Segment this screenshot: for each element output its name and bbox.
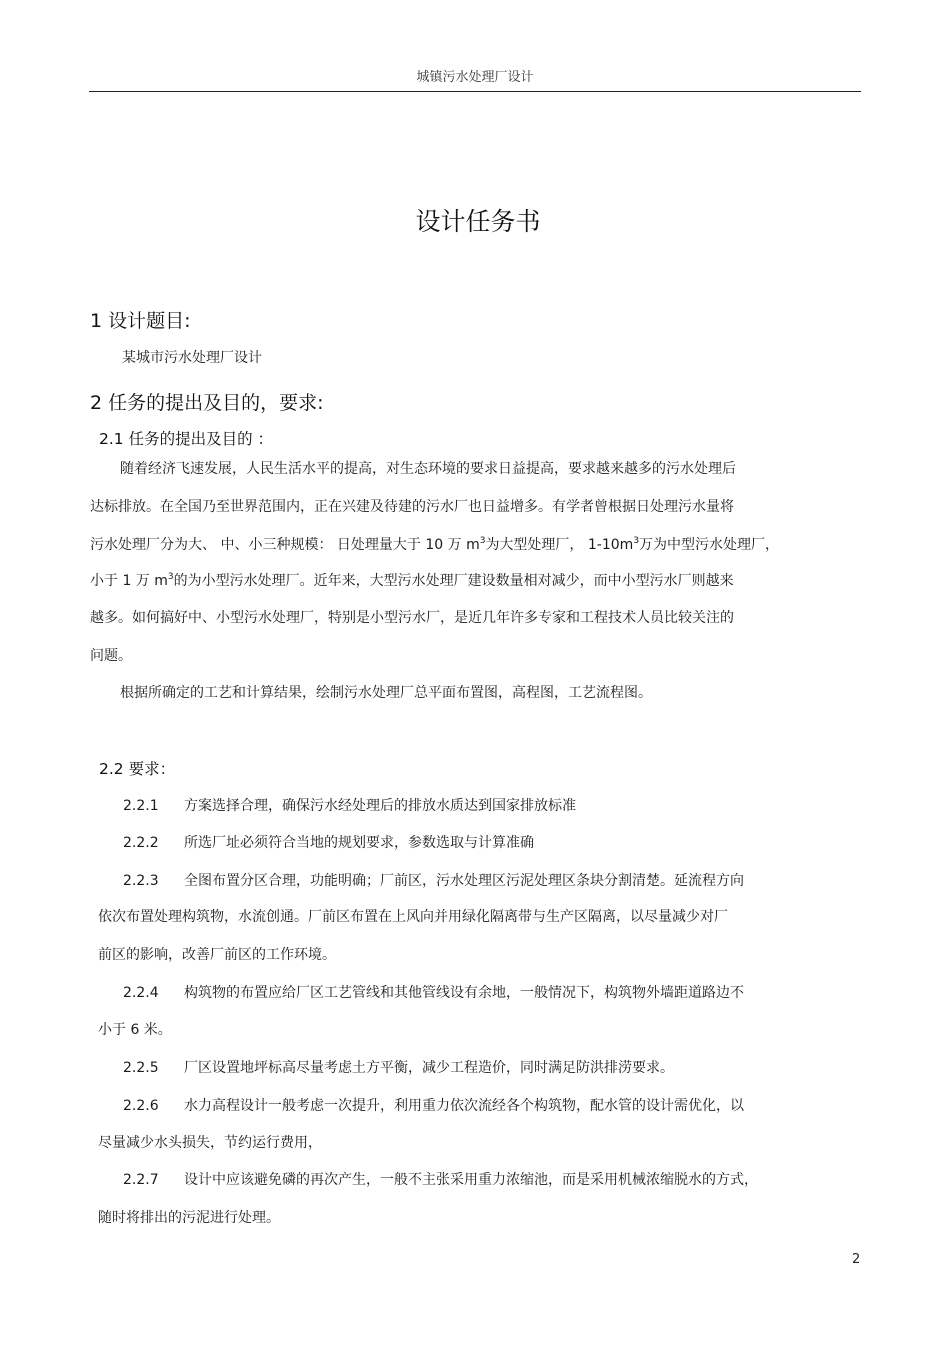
- item-number: 2.2.7: [123, 1172, 159, 1188]
- item-text: 水力高程设计一般考虑一次提升，利用重力依次流经各个构筑物，配水管的设计需优化，以: [184, 1098, 744, 1114]
- requirement-continuation: 前区的影响，改善厂前区的工作环境。: [98, 947, 336, 963]
- section-1-body: 某城市污水处理厂设计: [122, 350, 262, 366]
- superscript: 3: [167, 572, 174, 582]
- requirement-continuation: 尽量减少水头损失，节约运行费用，: [98, 1135, 322, 1151]
- requirement-item: [123, 1169, 758, 1189]
- item-number: 2.2.3: [123, 873, 159, 889]
- paragraph-line: [90, 570, 734, 590]
- item-text: 构筑物的布置应给厂区工艺管线和其他管线设有余地，一般情况下，构筑物外墙距道路边不: [184, 985, 744, 1001]
- line-segment: 的为小型污水处理厂。近年来，大型污水处理厂建设数量相对减少，而中小型污水厂则越来: [173, 573, 734, 589]
- item-number: 2.2.6: [123, 1098, 159, 1114]
- requirement-item: [123, 870, 744, 890]
- line-segment: 万为中型污水处理厂，: [639, 537, 780, 553]
- document-title: 设计任务书: [415, 207, 541, 236]
- item-text: 方案选择合理，确保污水经处理后的排放水质达到国家排放标准: [184, 798, 576, 814]
- section-2-heading: 2 任务的提出及目的，要求:: [90, 392, 324, 414]
- superscript: 3: [633, 536, 640, 546]
- item-text: 全图布置分区合理，功能明确；厂前区，污水处理区污泥处理区条块分割清楚。延流程方向: [184, 873, 744, 889]
- item-number: 2.2.5: [123, 1060, 159, 1076]
- requirement-item: [123, 832, 534, 852]
- superscript: 3: [479, 536, 486, 546]
- section-1-heading: 1 设计题目:: [90, 310, 191, 332]
- line-segment: 小于 1 万 m: [90, 573, 168, 589]
- requirement-item: [123, 795, 576, 815]
- item-number: 2.2.2: [123, 835, 159, 851]
- requirement-continuation: 随时将排出的污泥进行处理。: [98, 1210, 280, 1226]
- item-text: 厂区设置地坪标高尽量考虑土方平衡，减少工程造价，同时满足防洪排涝要求。: [184, 1060, 674, 1076]
- requirement-continuation: 小于 6 米。: [98, 1022, 172, 1038]
- paragraph-line: 根据所确定的工艺和计算结果，绘制污水处理厂总平面布置图，高程图，工艺流程图。: [120, 685, 652, 701]
- requirement-item: [123, 982, 744, 1002]
- item-text: 设计中应该避免磷的再次产生，一般不主张采用重力浓缩池，而是采用机械浓缩脱水的方式，: [184, 1172, 758, 1188]
- paragraph-line: 随着经济飞速发展，人民生活水平的提高，对生态环境的要求日益提高，要求越来越多的污水处理后: [120, 461, 736, 477]
- requirement-item: [123, 1057, 674, 1077]
- running-header: 城镇污水处理厂设计: [416, 70, 534, 85]
- line-segment: 污水处理厂分为大、 中、小三种规模： 日处理量大于 10 万 m: [90, 537, 480, 553]
- line-segment: 为大型处理厂， 1-10m: [485, 537, 634, 553]
- paragraph-line: 越多。如何搞好中、小型污水处理厂，特别是小型污水厂，是近几年许多专家和工程技术人员比较关注的: [90, 610, 734, 626]
- section-2-1-heading: 2.1 任务的提出及目的 ：: [99, 430, 274, 448]
- page-number: 2: [852, 1252, 861, 1267]
- paragraph-line: 问题。: [90, 648, 132, 664]
- section-2-2-heading: 2.2 要求：: [99, 760, 176, 778]
- item-number: 2.2.1: [123, 798, 159, 814]
- requirement-continuation: 依次布置处理构筑物，水流创通。厂前区布置在上风向并用绿化隔离带与生产区隔离，以尽量减少对厂: [98, 909, 728, 925]
- paragraph-line: 达标排放。在全国乃至世界范围内，正在兴建及待建的污水厂也日益增多。有学者曾根据日处理污水量将: [90, 499, 734, 515]
- header-rule: [89, 91, 861, 92]
- paragraph-line: [90, 534, 779, 554]
- item-number: 2.2.4: [123, 985, 159, 1001]
- item-text: 所选厂址必须符合当地的规划要求，参数选取与计算准确: [184, 835, 534, 851]
- requirement-item: [123, 1095, 744, 1115]
